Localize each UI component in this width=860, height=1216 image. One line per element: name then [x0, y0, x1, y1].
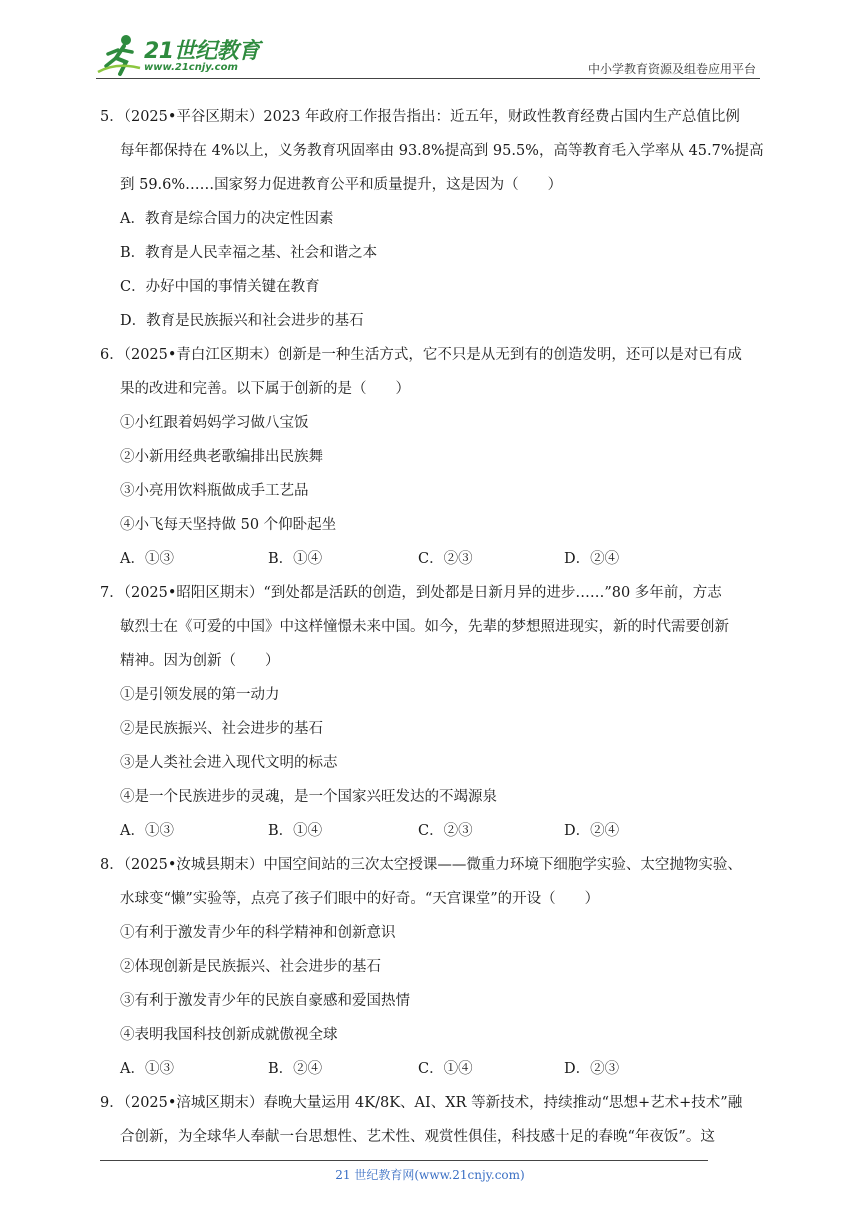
answer-choice: C．①④: [418, 1061, 473, 1077]
question-block: [100, 576, 768, 848]
header-tagline: 中小学教育资源及组卷应用平台: [587, 62, 756, 76]
header-divider: [96, 78, 760, 79]
footer-divider: [100, 1160, 708, 1161]
answer-choice: A．①③: [120, 823, 174, 839]
option-item: A．教育是综合国力的决定性因素: [120, 211, 334, 227]
page-header: [96, 30, 760, 80]
logo-sub-text: www.21cnjy.com: [144, 62, 238, 73]
logo-main-text: 21世纪教育: [144, 39, 260, 64]
question-stem-continued: 合创新，为全球华人奉献一台思想性、艺术性、观赏性俱佳，科技感十足的春晚“年夜饭”。这: [120, 1129, 715, 1145]
option-item: ②体现创新是民族振兴、社会进步的基石: [120, 959, 381, 975]
option-item: ③是人类社会进入现代文明的标志: [120, 755, 338, 771]
answer-choice: D．②③: [564, 1061, 620, 1077]
question-stem-continued: 水球变“懒”实验等，点亮了孩子们眼中的好奇。“天宫课堂”的开设（ ）: [120, 891, 600, 907]
answer-choice: B．①④: [268, 551, 323, 567]
option-item: ②是民族振兴、社会进步的基石: [120, 721, 323, 737]
footer-text: 21 世纪教育网(www.21cnjy.com): [335, 1168, 525, 1182]
option-item: D．教育是民族振兴和社会进步的基石: [120, 313, 364, 329]
option-item: B．教育是人民幸福之基、社会和谐之本: [120, 245, 378, 261]
answer-choice: C．②③: [418, 551, 473, 567]
answer-choice: B．①④: [268, 823, 323, 839]
runner-logo-icon: [96, 32, 142, 78]
question-stem-continued: 敏烈士在《可爱的中国》中这样憧憬未来中国。如今，先辈的梦想照进现实，新的时代需要创新: [120, 619, 729, 635]
answer-choice: D．②④: [564, 823, 620, 839]
question-stem-continued: 果的改进和完善。以下属于创新的是（ ）: [120, 381, 410, 397]
answer-choice: B．②④: [268, 1061, 323, 1077]
question-block: [100, 848, 768, 1086]
option-item: ①是引领发展的第一动力: [120, 687, 280, 703]
logo: [96, 30, 266, 78]
question-block: [100, 1086, 768, 1154]
option-item: ②小新用经典老歌编排出民族舞: [120, 449, 323, 465]
option-item: ④表明我国科技创新成就傲视全球: [120, 1027, 338, 1043]
answer-choice: A．①③: [120, 551, 174, 567]
answer-choice: C．②③: [418, 823, 473, 839]
answer-choices: [100, 542, 768, 576]
question-stem: 6．（2025•青白江区期末）创新是一种生活方式，它不只是从无到有的创造发明，还可以是对已有成: [100, 347, 742, 363]
answer-choice: D．②④: [564, 551, 620, 567]
question-stem: 8．（2025•汝城县期末）中国空间站的三次太空授课——微重力环境下细胞学实验、太空抛物实验、: [100, 857, 742, 873]
question-block: [100, 338, 768, 576]
option-item: ①有利于激发青少年的科学精神和创新意识: [120, 925, 396, 941]
answer-choices: [100, 814, 768, 848]
question-block: [100, 100, 768, 338]
option-item: ①小红跟着妈妈学习做八宝饭: [120, 415, 309, 431]
option-item: C．办好中国的事情关键在教育: [120, 279, 320, 295]
answer-choices: [100, 1052, 768, 1086]
question-list: [100, 100, 768, 1154]
answer-choice: A．①③: [120, 1061, 174, 1077]
question-stem: 7．（2025•昭阳区期末）“到处都是活跃的创造，到处都是日新月异的进步……”80 多年前，方志: [100, 585, 722, 601]
option-item: ④是一个民族进步的灵魂，是一个国家兴旺发达的不竭源泉: [120, 789, 497, 805]
option-item: ③小亮用饮料瓶做成手工艺品: [120, 483, 309, 499]
question-stem: 9．（2025•涪城区期末）春晚大量运用 4K/8K、AI、XR 等新技术，持续推动“思想+艺术+技术”融: [100, 1095, 743, 1111]
question-stem: 5．（2025•平谷区期末）2023 年政府工作报告指出：近五年，财政性教育经费占国内生产总值比例: [100, 109, 740, 125]
question-stem-continued: 每年都保持在 4%以上，义务教育巩固率由 93.8%提高到 95.5%，高等教育毛入学率从 45.7%提高: [120, 143, 764, 159]
option-item: ③有利于激发青少年的民族自豪感和爱国热情: [120, 993, 410, 1009]
question-stem-continued: 到 59.6%……国家努力促进教育公平和质量提升，这是因为（ ）: [120, 177, 563, 193]
option-item: ④小飞每天坚持做 50 个仰卧起坐: [120, 517, 337, 533]
question-stem-continued: 精神。因为创新（ ）: [120, 653, 280, 669]
